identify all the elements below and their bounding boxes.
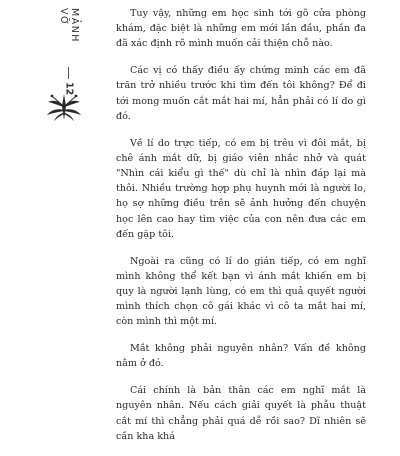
paragraph: Mắt không phải nguyên nhân? Vấn đề không nằm ở đó. [116, 343, 366, 370]
paragraph: Cái chính là bản thân các em nghĩ mắt là nguyên nhân. Nếu cách giải quyết là phẫu thuật cắt mí thì chẳng phải quá dễ rồi sao? Dĩ nhiên sẽ cần kha khá [116, 385, 366, 442]
page-number: 12 [63, 82, 75, 96]
paragraph: Về lí do trực tiếp, có em bị trêu vì đôi mắt, bị chê ánh mắt dữ, bị giáo viên nhắc nhở và quát "Nhìn cái kiểu gì thế" dù chỉ là nhìn đáp lại mà thôi. Nhiều trường hợp phụ huynh mới là người lo, họ sợ những điều trên sẽ ảnh hưởng đến chuyện học lên cao hay tìm việc của con nên đưa các em đến gặp tôi. [116, 137, 366, 240]
body-text [116, 6, 366, 456]
paragraph: Các vị có thấy điều ấy chứng minh các em đã trăn trở nhiều trước khi tìm đến tôi không? Để đi tới mong muốn cắt mắt hai mí, hẳn phải có lí do gì đó. [116, 65, 366, 122]
book-title: MẢNH VỠ [58, 8, 80, 43]
header-divider [68, 67, 69, 79]
paragraph: Tuy vậy, những em học sinh tới gõ cửa phòng khám, đặc biệt là những em mới lần đầu, phần đa đã xác định rõ mình muốn cải thiện chỗ nào. [116, 8, 366, 50]
floral-ornament-icon [44, 92, 84, 122]
paragraph: Ngoài ra cũng có lí do gián tiếp, có em nghĩ mình không thể kết bạn vì ánh mắt khiến em bị quy là người lạnh lùng, có em thì quả quyết người mình thích chọn cô gái khác vì cô ta mắt hai mí, còn mình thì một mí. [116, 255, 366, 328]
